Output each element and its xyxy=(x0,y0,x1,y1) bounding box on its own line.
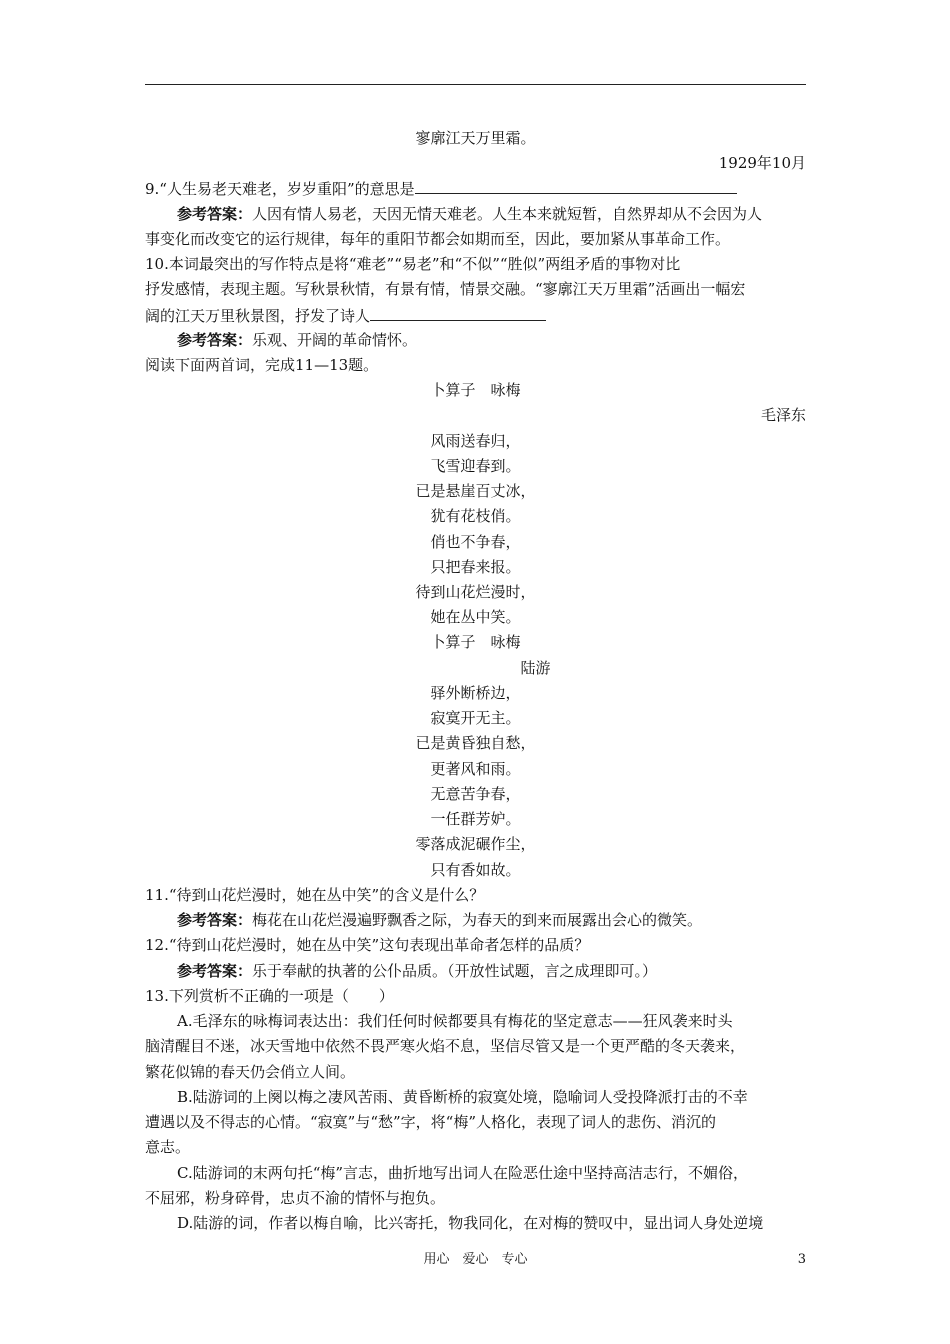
q13-option-b: B.陆游词的上阕以梅之凄风苦雨、黄昏断桥的寂寞处境，隐喻词人受投降派打击的不幸 xyxy=(177,1088,748,1106)
q10-answer: 参考答案：乐观、开阔的革命情怀。 xyxy=(177,331,418,349)
answer-label: 参考答案： xyxy=(177,205,253,223)
poem2-line: 零落成泥碾作尘， xyxy=(415,835,536,853)
q10-line2: 抒发感情，表现主题。写秋景秋情，有景有情，情景交融。“寥廓江天万里霜”活画出一幅宏 xyxy=(145,280,746,298)
poem2-title: 卜算子 咏梅 xyxy=(430,633,521,651)
q13-option-b: 遭遇以及不得志的心情。“寂寞”与“愁”字，将“梅”人格化，表现了词人的悲伤、消沉的 xyxy=(145,1113,717,1131)
header-rule xyxy=(145,84,806,85)
q13-option-a: 脑清醒目不迷，冰天雪地中依然不畏严寒火焰不息，坚信尽管又是一个更严酷的冬天袭来， xyxy=(145,1037,746,1055)
poem1-line: 她在丛中笑。 xyxy=(430,608,521,626)
reading-intro: 阅读下面两首词，完成11—13题。 xyxy=(145,356,379,374)
q9-answer-line1: 参考答案：人因有情人易老，天因无情天难老。人生本来就短暂，自然界却从不会因为人 xyxy=(177,205,763,223)
answer-label: 参考答案： xyxy=(177,962,253,980)
q13-option-d: D.陆游的词，作者以梅自喻，比兴寄托，物我同化，在对梅的赞叹中，显出词人身处逆境 xyxy=(177,1214,764,1232)
poem2-line: 无意苦争春， xyxy=(430,785,521,803)
answer-label: 参考答案： xyxy=(177,331,253,349)
q10-line1: 10.本词最突出的写作特点是将“难老”“易老”和“不似”“胜似”两组矛盾的事物对比 xyxy=(145,255,681,273)
poem1-line: 犹有花枝俏。 xyxy=(430,507,521,525)
poem1-line: 飞雪迎春到。 xyxy=(430,457,521,475)
q13-option-b: 意志。 xyxy=(145,1138,191,1156)
q10-line3: 阔的江天万里秋景图，抒发了诗人 xyxy=(145,305,806,326)
poem2-author: 陆游 xyxy=(520,659,551,677)
q9-question: 9.“人生易老天难老，岁岁重阳”的意思是 xyxy=(145,178,806,199)
answer-label: 参考答案： xyxy=(177,911,253,929)
page-number: 3 xyxy=(797,1252,806,1267)
q9-answer-blank xyxy=(415,178,737,194)
poem1-line: 待到山花烂漫时， xyxy=(415,583,536,601)
footer-slogan: 用心 爱心 专心 xyxy=(423,1252,528,1267)
poem2-line: 驿外断桥边， xyxy=(430,684,521,702)
q11-question: 11.“待到山花烂漫时，她在丛中笑”的含义是什么？ xyxy=(145,886,485,904)
q13-option-a: A.毛泽东的咏梅词表达出：我们任何时候都要具有梅花的坚定意志——狂风袭来时头 xyxy=(177,1012,733,1030)
poem-date: 1929年10月 xyxy=(718,154,806,172)
poem-last-line: 寥廓江天万里霜。 xyxy=(415,129,536,147)
q9-answer-line2: 事变化而改变它的运行规律，每年的重阳节都会如期而至，因此，要加紧从事革命工作。 xyxy=(145,230,731,248)
q13-question: 13.下列赏析不正确的一项是（ ） xyxy=(145,987,394,1005)
poem1-line: 已是悬崖百丈冰， xyxy=(415,482,536,500)
poem1-line: 俏也不争春， xyxy=(430,533,521,551)
q13-option-c: C.陆游词的末两句托“梅”言志，曲折地写出词人在险恶仕途中坚持高洁志行，不媚俗， xyxy=(177,1164,749,1182)
q12-answer: 参考答案：乐于奉献的执著的公仆品质。（开放性试题，言之成理即可。） xyxy=(177,962,658,980)
poem2-line: 更著风和雨。 xyxy=(430,760,521,778)
poem2-line: 已是黄昏独自愁， xyxy=(415,734,536,752)
poem2-line: 一任群芳妒。 xyxy=(430,810,521,828)
poem1-line: 风雨送春归， xyxy=(430,432,521,450)
q11-answer: 参考答案：梅花在山花烂漫遍野飘香之际，为春天的到来而展露出会心的微笑。 xyxy=(177,911,703,929)
poem2-line: 只有香如故。 xyxy=(430,861,521,879)
poem1-line: 只把春来报。 xyxy=(430,558,521,576)
q10-answer-blank xyxy=(370,305,546,321)
q13-option-a: 繁花似锦的春天仍会俏立人间。 xyxy=(145,1063,356,1081)
q12-question: 12.“待到山花烂漫时，她在丛中笑”这句表现出革命者怎样的品质？ xyxy=(145,936,590,954)
poem1-title: 卜算子 咏梅 xyxy=(430,381,521,399)
poem1-author: 毛泽东 xyxy=(760,406,806,424)
q13-option-c: 不屈邪，粉身碎骨，忠贞不渝的情怀与抱负。 xyxy=(145,1189,446,1207)
poem2-line: 寂寞开无主。 xyxy=(430,709,521,727)
